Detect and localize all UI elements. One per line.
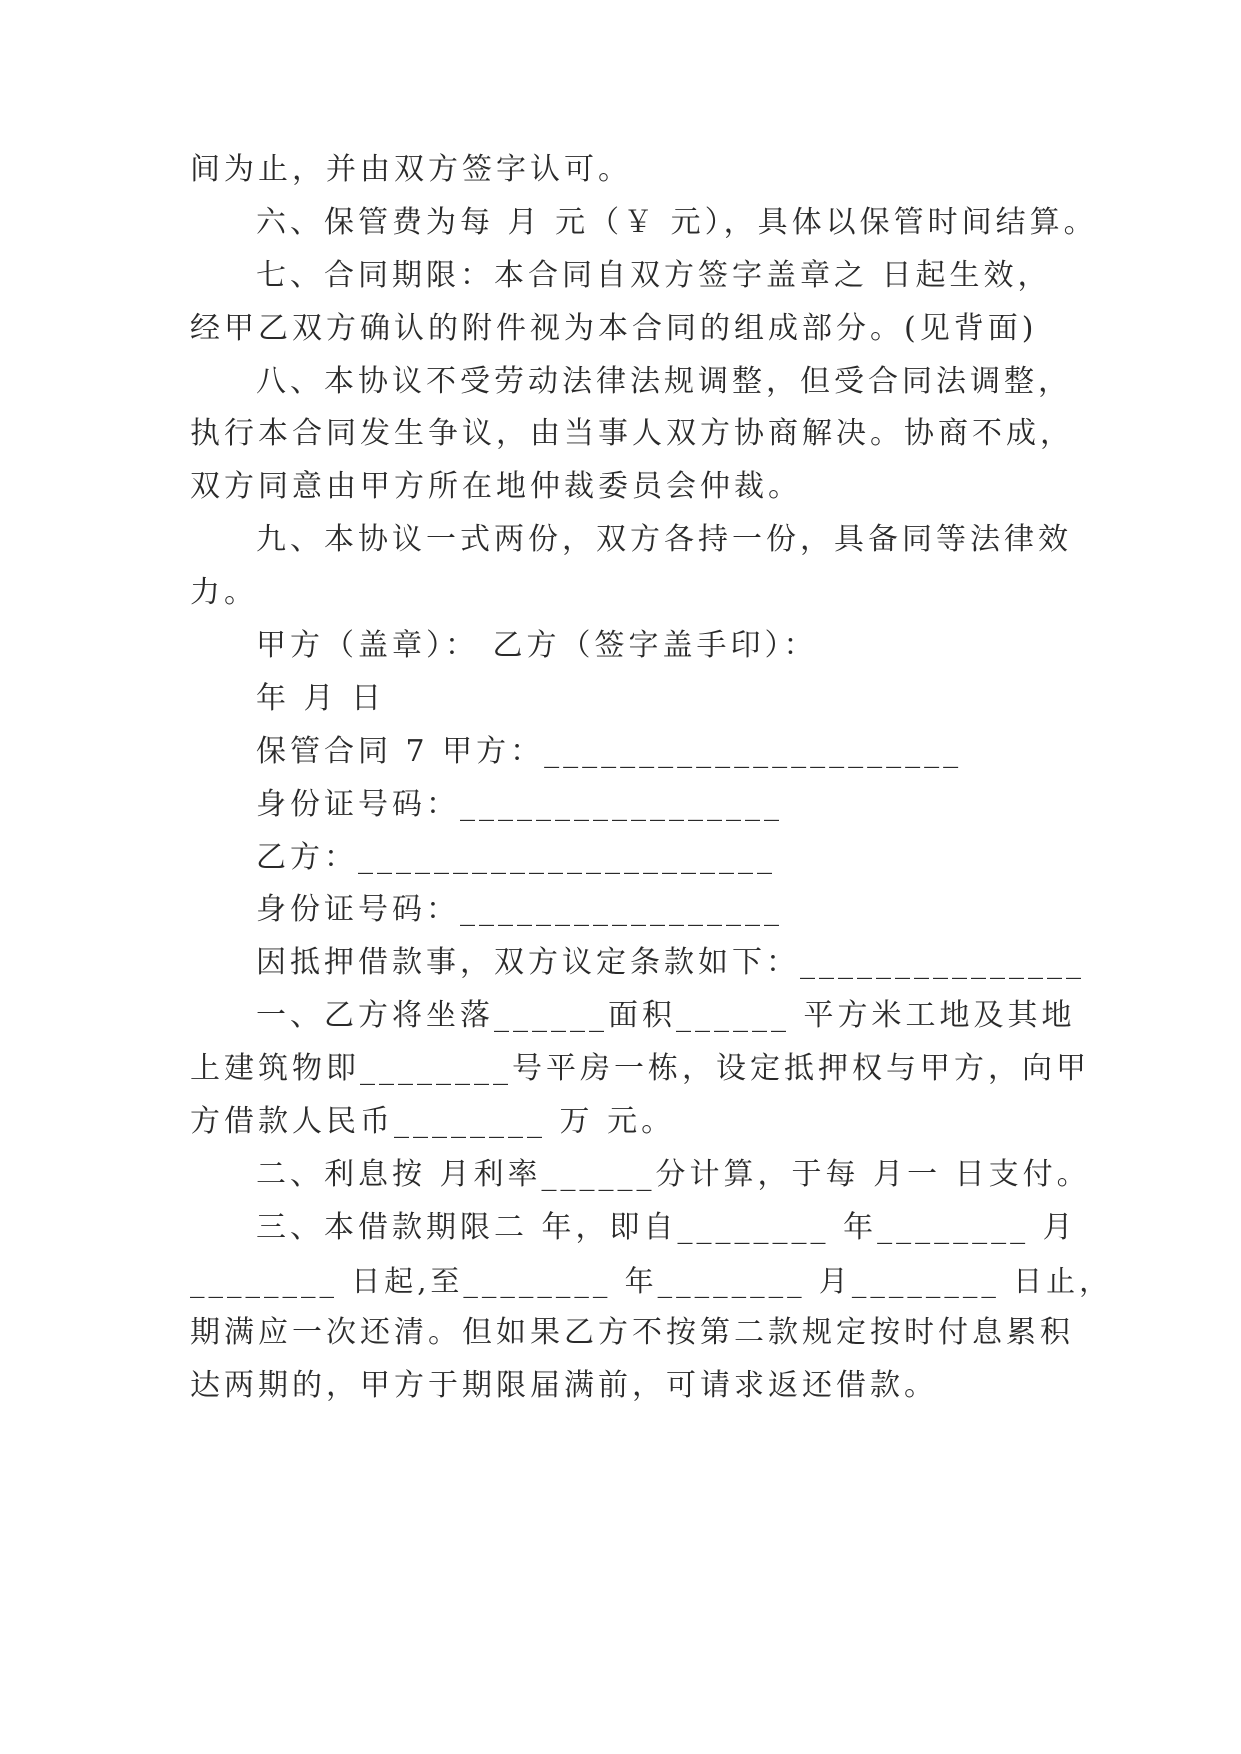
text-line: 保管合同 7 甲方：______________________: [256, 734, 963, 769]
text-line: 间为止，并由双方签字认可。: [190, 152, 632, 187]
text-line: 双方同意由甲方所在地仲裁委员会仲裁。: [190, 469, 802, 504]
text-line: 执行本合同发生争议，由当事人双方协商解决。协商不成，: [190, 416, 1074, 451]
text-line: 三、本借款期限二 年，即自________ 年________ 月: [256, 1210, 1077, 1245]
text-line: 乙方：______________________: [256, 840, 776, 875]
text-line: 身份证号码：_________________: [256, 892, 783, 927]
text-line: 方借款人民币________ 万 元。: [190, 1104, 676, 1139]
text-line: 年 月 日: [256, 681, 386, 716]
text-line: 六、保管费为每 月 元（￥ 元），具体以保管时间结算。: [256, 205, 1098, 240]
text-line: 身份证号码：_________________: [256, 787, 783, 822]
text-line: 期满应一次还清。但如果乙方不按第二款规定按时付息累积: [190, 1315, 1074, 1350]
text-line: 经甲乙双方确认的附件视为本合同的组成部分。(见背面): [190, 311, 1038, 346]
text-line: ________ 日起,至________ 年________ 月________ 日止，: [190, 1264, 1113, 1298]
text-line: 二、利息按 月利率______分计算，于每 月一 日支付。: [256, 1157, 1091, 1192]
text-line: 甲方（盖章）： 乙方（签字盖手印）：: [256, 628, 818, 663]
text-line: 达两期的，甲方于期限届满前，可请求返还借款。: [190, 1368, 938, 1403]
text-line: 一、乙方将坐落______面积______ 平方米工地及其地: [256, 998, 1076, 1033]
text-line: 八、本协议不受劳动法律法规调整，但受合同法调整，: [256, 364, 1072, 399]
text-line: 九、本协议一式两份，双方各持一份，具备同等法律效: [256, 522, 1072, 557]
text-line: 力。: [190, 575, 258, 610]
text-line: 七、合同期限：本合同自双方签字盖章之 日起生效，: [256, 258, 1052, 293]
text-line: 上建筑物即________号平房一栋，设定抵押权与甲方，向甲: [190, 1051, 1090, 1086]
text-line: 因抵押借款事，双方议定条款如下：_______________: [256, 945, 1085, 980]
